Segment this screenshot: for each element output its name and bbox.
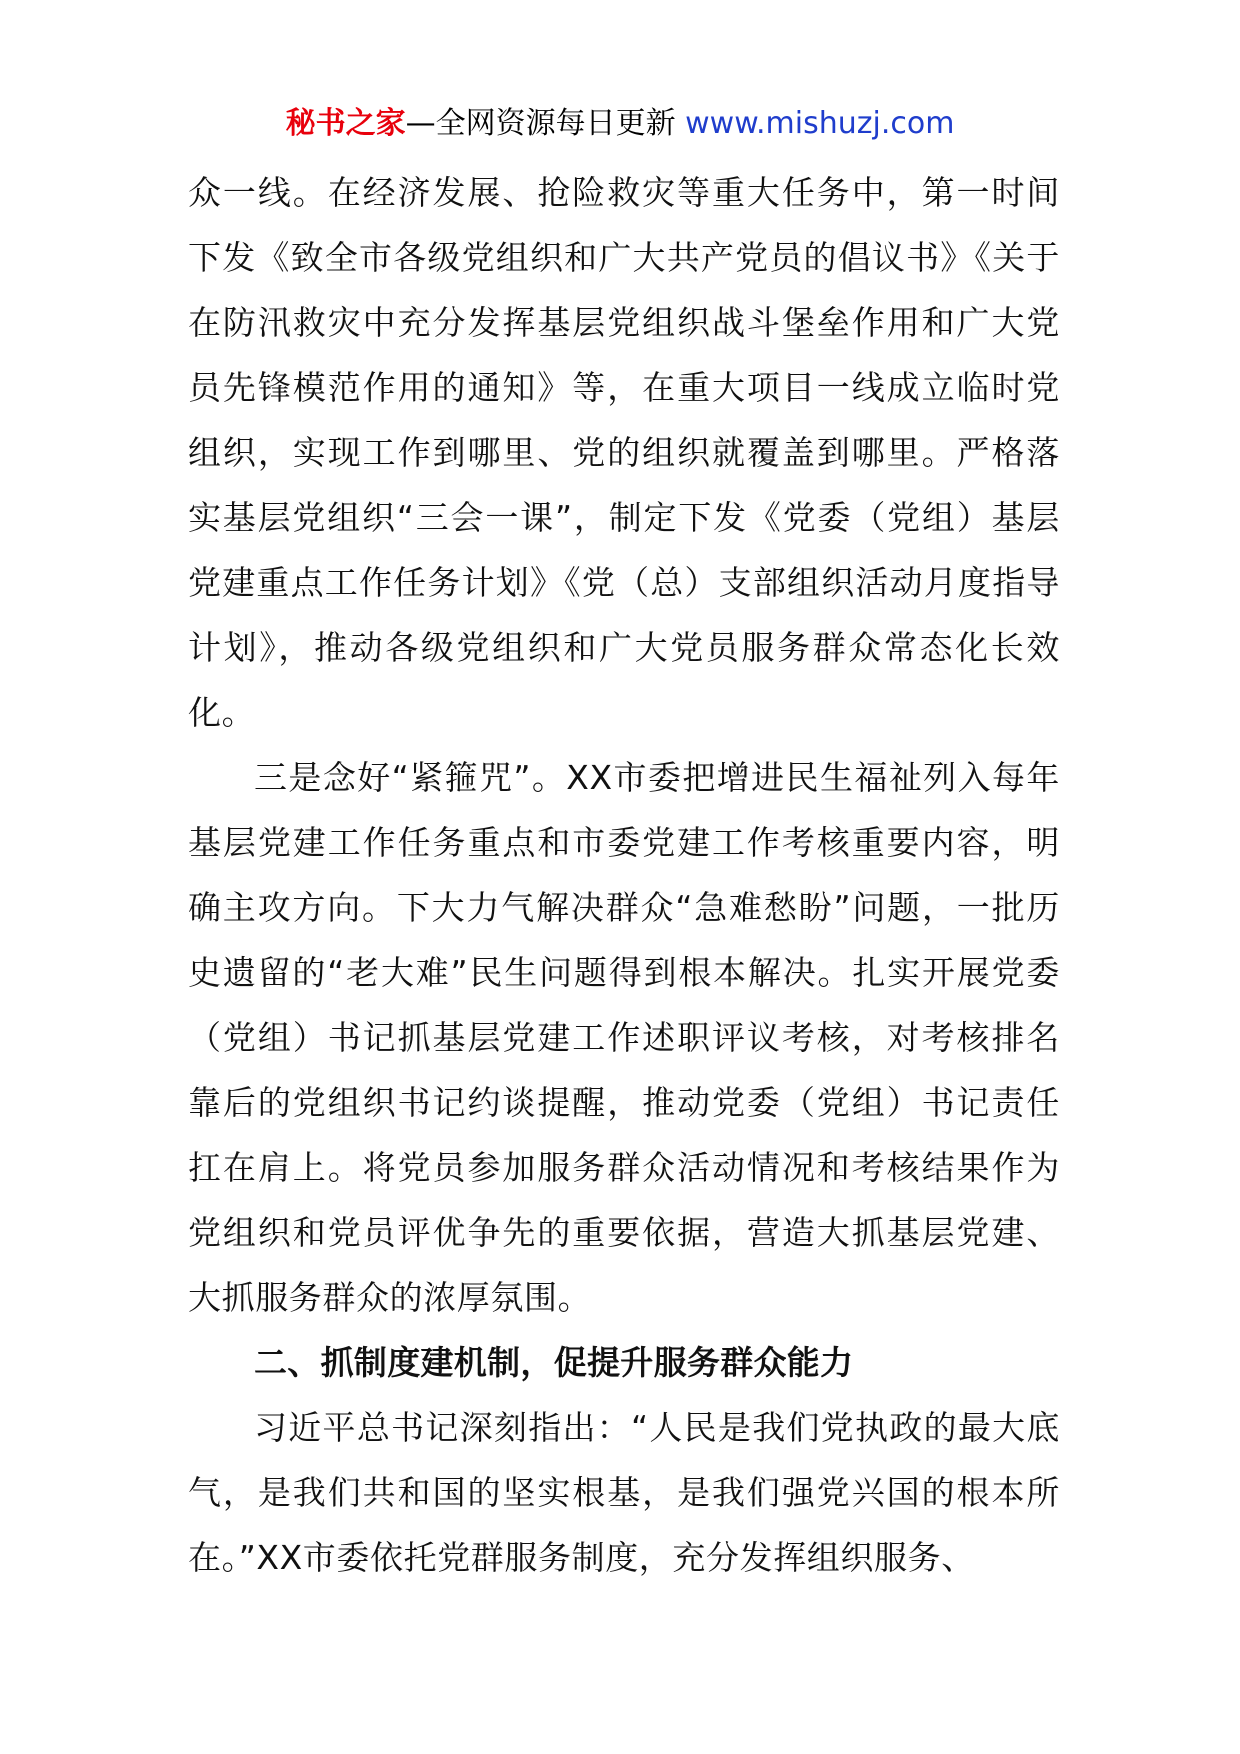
paragraph-three-zhou: 三是念好“紧箍咒”。XX市委把增进民生福祉列入每年基层党建工作任务重点和市委党建工作考核重要内容，明确主攻方向。下大力气解决群众“急难愁盼”问题，一批历史遗留的“老大难”民生问题得到根本解决。扎实开展党委（党组）书记抓基层党建工作述职评议考核，对考核排名靠后的党组织书记约谈提醒，推动党委（党组）书记责任扛在肩上。将党员参加服务群众活动情况和考核结果作为党组织和党员评优争先的重要依据，营造大抓基层党建、大抓服务群众的浓厚氛围。 — [188, 758, 1060, 1317]
paragraph-continuation: 众一线。在经济发展、抢险救灾等重大任务中，第一时间下发《致全市各级党组织和广大共产党员的倡议书》《关于在防汛救灾中充分发挥基层党组织战斗堡垒作用和广大党员先锋模范作用的通知》等，在重大项目一线成立临时党组织，实现工作到哪里、党的组织就覆盖到哪里。严格落实基层党组织“三会一课”，制定下发《党委（党组）基层党建重点工作任务计划》《党（总）支部组织活动月度指导计划》，推动各级党组织和广大党员服务群众常态化长效化。 — [188, 173, 1060, 732]
document-body — [188, 160, 1060, 1590]
header-tagline: —全网资源每日更新 — [405, 106, 686, 141]
page-header — [0, 102, 1240, 146]
paragraph-quote: 习近平总书记深刻指出：“人民是我们党执政的最大底气，是我们共和国的坚实根基，是我们强党兴国的根本所在。”XX市委依托党群服务制度，充分发挥组织服务、 — [188, 1408, 1060, 1577]
section-heading: 二、抓制度建机制，促提升服务群众能力 — [254, 1343, 854, 1382]
brand-name: 秘书之家 — [285, 106, 406, 141]
header-url-link[interactable]: www.mishuzj.com — [685, 106, 955, 141]
